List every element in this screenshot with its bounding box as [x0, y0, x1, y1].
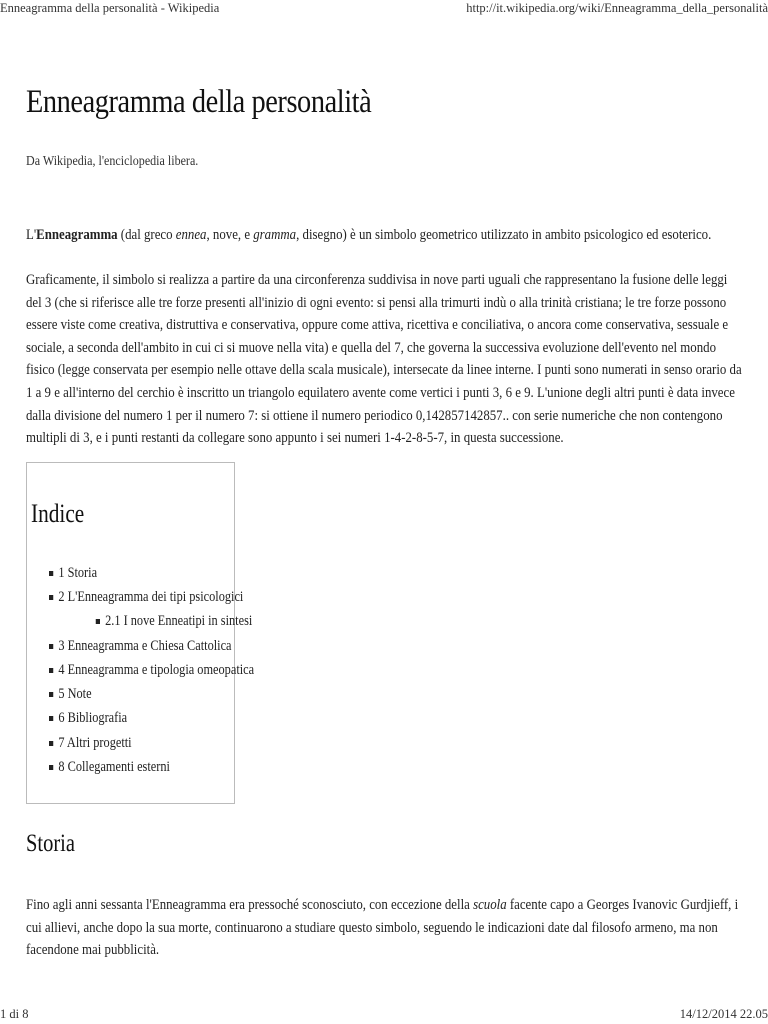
bullet-icon	[49, 571, 53, 576]
toc-list	[49, 561, 290, 780]
print-footer-page: 1 di 8	[0, 1007, 29, 1021]
toc-link-storia[interactable]	[49, 561, 254, 585]
toc-link-chiesa-cattolica[interactable]	[49, 634, 254, 658]
bullet-icon	[49, 692, 53, 697]
toc-link-label: 1 Storia	[58, 564, 98, 581]
intro-text-mid1: (dal greco	[117, 227, 176, 243]
bullet-icon	[49, 716, 53, 721]
intro-italic-ennea: ennea	[175, 227, 207, 243]
intro-paragraph	[26, 224, 746, 247]
section-heading-storia: Storia	[26, 830, 75, 857]
storia-text-post: facente capo a Georges Ivanovic Gurdjieff, i cui allievi, anche dopo la sua morte, continuarono a studiare questo simbolo, seguendo le indicazioni date dal filosofo armeno, ma non facendone mai pubblicità.	[26, 897, 739, 959]
print-header-title: Enneagramma della personalità - Wikipedia	[0, 1, 220, 15]
toc-link-label: 4 Enneagramma e tipologia omeopatica	[58, 661, 255, 678]
intro-text-mid2: , nove, e	[206, 227, 254, 243]
print-footer-date: 14/12/2014 22.05	[679, 1007, 768, 1021]
toc-link-collegamenti-esterni[interactable]	[49, 755, 254, 779]
toc-link-nove-enneatipi[interactable]	[49, 610, 254, 634]
toc-title: Indice	[31, 499, 85, 528]
toc-link-tipologia-omeopatica[interactable]	[49, 658, 254, 682]
toc-link-label: 8 Collegamenti esterni	[58, 759, 170, 776]
toc-link-bibliografia[interactable]	[49, 707, 254, 731]
bullet-icon	[49, 595, 53, 600]
table-of-contents	[26, 462, 255, 804]
toc-link-label: 2 L'Enneagramma dei tipi psicologici	[58, 588, 244, 605]
bullet-icon	[49, 644, 53, 649]
intro-bold-term: Enneagramma	[36, 227, 118, 243]
article-content	[26, 78, 746, 959]
toc-link-label: 2.1 I nove Enneatipi in sintesi	[105, 613, 253, 630]
toc-link-label: 7 Altri progetti	[58, 734, 132, 751]
intro-italic-gramma: gramma	[253, 227, 297, 243]
description-paragraph: Graficamente, il simbolo si realizza a partire da una circonferenza suddivisa in nove parti uguali che rappresentano la fusione delle leggi del 3 (che si riferisce alle tre forze presenti all'inizio di ogni evento: si pensi alla trimurti indù o alla trinità cristiana; le tre forze possono essere viste come creativa, distruttiva e conservativa, oppure come attiva, ricettiva e conciliativa, o ancora come conservativa, sessuale e sociale, a seconda dell'ambito in cui ci si muove nella vita) e quella del 7, che governa la successiva evoluzione dell'evento nel mondo fisico (legge conservata per esempio nelle ottave della scala musicale), intersecate da linee interne. I punti sono numerati in senso orario da 1 a 9 e all'interno del cerchio è inscritto un triangolo equilatero avente come vertici i punti 3, 6 e 9. L'unione degli altri punti è data invece dalla divisione del numero 1 per il numero 7: si ottiene il numero periodico 0,142857142857.. con serie numeriche che non contengono multipli di 3, e i punti restanti da collegare sono appunto i sei numeri 1-4-2-8-5-7, in questa successione.	[26, 272, 742, 447]
storia-italic-scuola: scuola	[473, 897, 507, 913]
page-subtitle: Da Wikipedia, l'enciclopedia libera.	[26, 154, 199, 169]
toc-link-label: 5 Note	[58, 686, 92, 703]
bullet-icon	[49, 765, 53, 770]
intro-text-pre: L'	[26, 227, 37, 243]
bullet-icon	[96, 619, 100, 624]
toc-link-altri-progetti[interactable]	[49, 731, 254, 755]
intro-text-post: , disegno) è un simbolo geometrico utilizzato in ambito psicologico ed esoterico.	[296, 227, 712, 243]
toc-link-enneagramma-tipi[interactable]	[49, 585, 254, 609]
toc-link-note[interactable]	[49, 682, 254, 706]
bullet-icon	[49, 741, 53, 746]
page-title: Enneagramma della personalità	[26, 84, 372, 120]
bullet-icon	[49, 668, 53, 673]
toc-link-label: 6 Bibliografia	[58, 710, 128, 727]
storia-paragraph	[26, 894, 746, 962]
storia-text-pre: Fino agli anni sessanta l'Enneagramma era pressoché sconosciuto, con eccezione della	[26, 897, 474, 913]
toc-link-label: 3 Enneagramma e Chiesa Cattolica	[58, 637, 232, 654]
print-header-url: http://it.wikipedia.org/wiki/Enneagramma_della_personalità	[466, 1, 768, 15]
